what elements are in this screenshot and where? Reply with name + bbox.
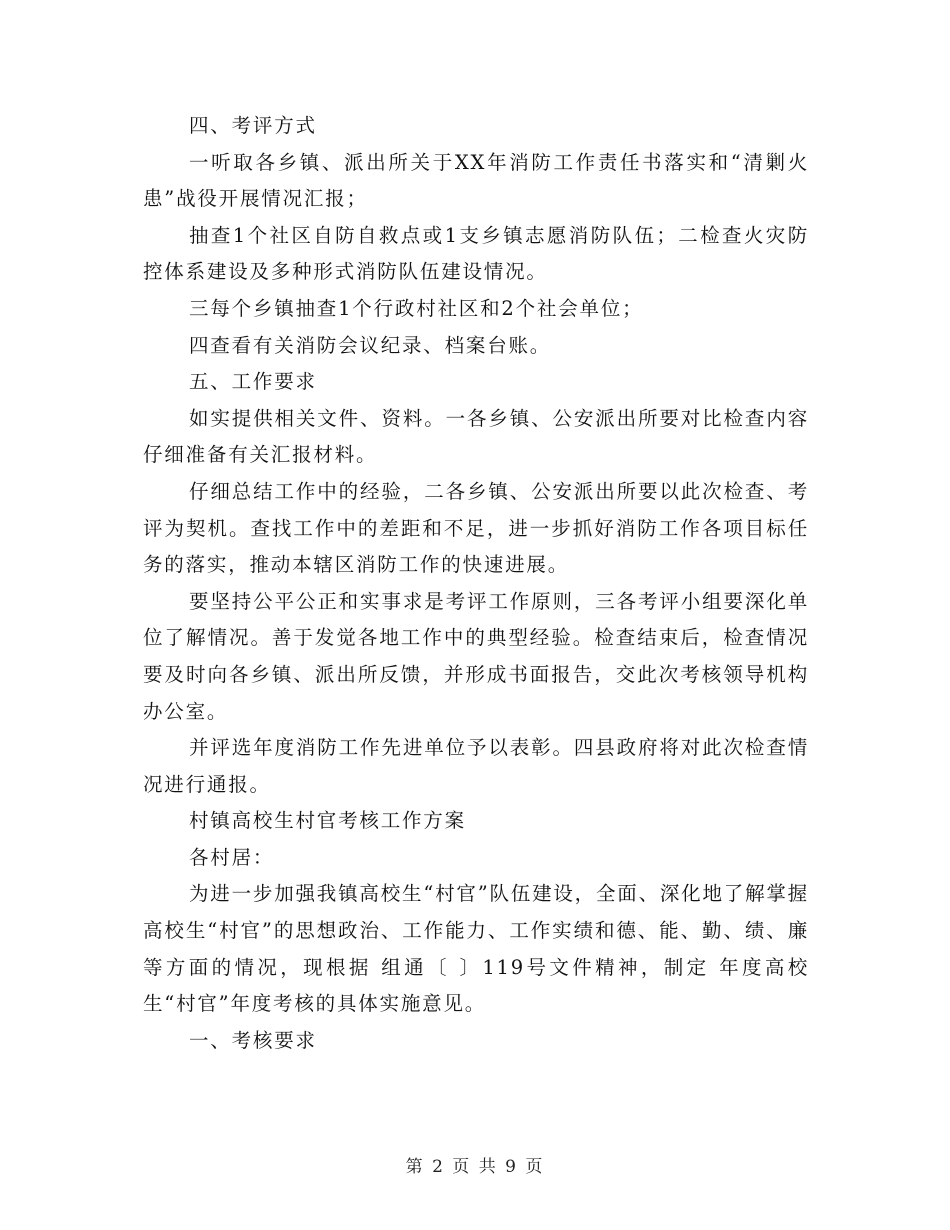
paragraph: 并评选年度消防工作先进单位予以表彰。四县政府将对此次检查情况进行通报。 — [143, 736, 809, 796]
section-heading-assessment-requirements: 一、考核要求 — [189, 1028, 317, 1052]
paragraph: 四查看有关消防会议纪录、档案台账。 — [189, 333, 552, 357]
document-subtitle: 村镇高校生村官考核工作方案 — [189, 809, 466, 833]
section-heading-evaluation-method: 四、考评方式 — [189, 114, 317, 137]
document-body — [143, 108, 809, 1059]
paragraph: 要坚持公平公正和实事求是考评工作原则，三各考评小组要深化单位了解情况。善于发觉各地工作中的典型经验。检查结束后，检查情况要及时向各乡镇、派出所反馈，并形成书面报告，交此次考核领导机构办公室。 — [143, 589, 809, 723]
page-number-footer: 第 2 页 共 9 页 — [405, 1157, 545, 1177]
paragraph: 三每个乡镇抽查1个行政村社区和2个社会单位； — [189, 296, 644, 320]
paragraph: 抽查1个社区自防自救点或1支乡镇志愿消防队伍；二检查火灾防控体系建设及多种形式消防队伍建设情况。 — [143, 223, 809, 284]
paragraph: 如实提供相关文件、资料。一各乡镇、公安派出所要对比检查内容仔细准备有关汇报材料。 — [143, 406, 809, 467]
paragraph: 仔细总结工作中的经验，二各乡镇、公安派出所要以此次检查、考评为契机。查找工作中的差距和不足，进一步抓好消防工作各项目标任务的落实，推动本辖区消防工作的快速进展。 — [143, 479, 809, 577]
section-heading-work-requirements: 五、工作要求 — [189, 370, 317, 394]
paragraph: 为进一步加强我镇高校生“村官”队伍建设，全面、深化地了解掌握高校生“村官”的思想政治、工作能力、工作实绩和德、能、勤、绩、廉等方面的情况，现根据 组通〔 〕119号文件精神，制定 年度高校生“村官”年度考核的具体实施意见。 — [143, 882, 809, 1016]
paragraph: 一听取各乡镇、派出所关于XX年消防工作责任书落实和“清剿火患”战役开展情况汇报； — [143, 150, 809, 211]
salutation: 各村居： — [189, 845, 275, 869]
